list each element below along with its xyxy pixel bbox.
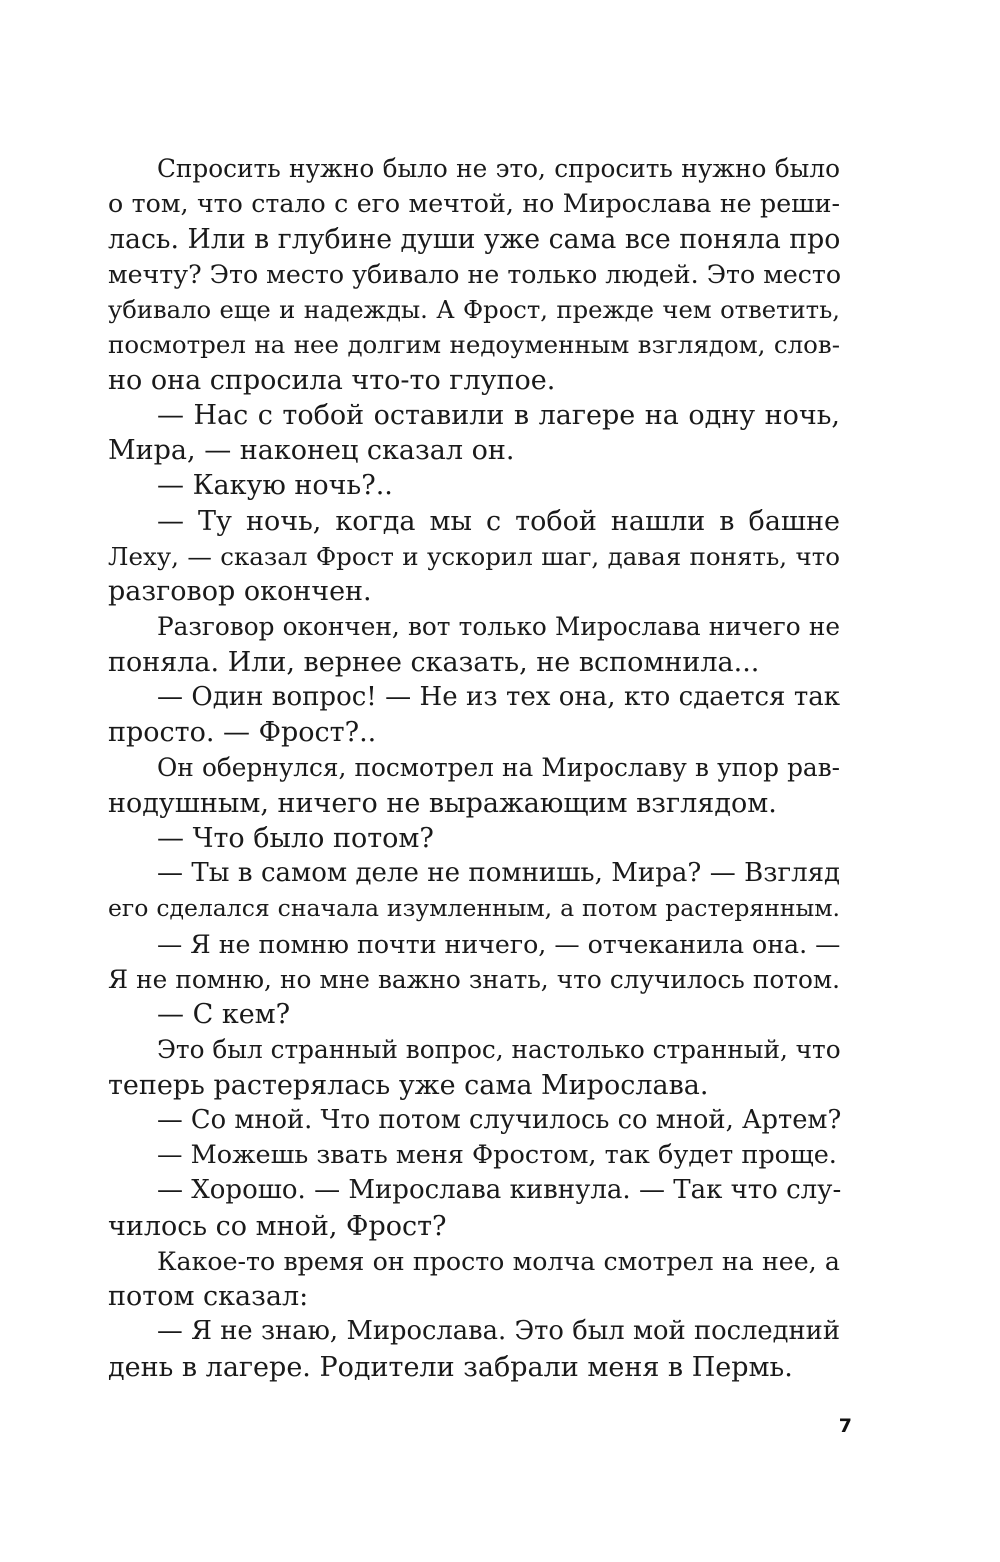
text-line: его сделался сначала изумленным, а потом растерянным. xyxy=(108,894,840,923)
text-line: Мира, — наконец сказал он. xyxy=(108,435,515,466)
text-line: — Какую ночь?.. xyxy=(157,470,393,502)
text-line: Какое-то время он просто молча смотрел на нее, а xyxy=(157,1246,840,1276)
body-text xyxy=(108,151,840,1385)
text-line: теперь растерялась уже сама Мирослава. xyxy=(108,1069,709,1101)
text-line: Я не помню, но мне важно знать, что случилось потом. xyxy=(108,964,840,994)
text-line: Он обернулся, посмотрел на Мирославу в упор рав- xyxy=(157,753,840,783)
text-line: — Один вопрос! — Не из тех она, кто сдается так xyxy=(157,681,840,712)
text-line: — С кем? xyxy=(157,999,291,1030)
page-number: 7 xyxy=(838,1415,852,1437)
text-line: — Ту ночь, когда мы с тобой нашли в башне xyxy=(157,505,840,537)
text-line: посмотрел на нее долгим недоуменным взглядом, слов- xyxy=(108,330,840,360)
text-line: — Ты в самом деле не помнишь, Мира? — Взгляд xyxy=(157,858,840,888)
text-line: — Со мной. Что потом случилось со мной, Артем? xyxy=(157,1104,842,1135)
text-line: — Что было потом? xyxy=(157,822,434,854)
text-line: — Нас с тобой оставили в лагере на одну ночь, xyxy=(157,399,840,431)
text-line: Разговор окончен, вот только Мирослава ничего не xyxy=(157,612,840,642)
text-line: нодушным, ничего не выражающим взглядом. xyxy=(108,787,777,819)
text-line: убивало еще и надежды. А Фрост, прежде чем ответить, xyxy=(108,295,840,324)
text-line: но она спросила что-то глупое. xyxy=(108,364,556,396)
text-line: потом сказал: xyxy=(108,1281,309,1312)
text-line: Леху, — сказал Фрост и ускорил шаг, давая понять, что xyxy=(108,541,840,571)
text-line: Спросить нужно было не это, спросить нужно было xyxy=(157,154,840,183)
text-line: день в лагере. Родители забрали меня в Пермь. xyxy=(108,1351,793,1383)
text-line: мечту? Это место убивало не только людей. Это место xyxy=(108,259,842,289)
text-line: — Хорошо. — Мирослава кивнула. — Так что слу- xyxy=(157,1175,842,1206)
text-line: — Я не знаю, Мирослава. Это был мой последний xyxy=(157,1316,840,1347)
text-line: лась. Или в глубине души уже сама все поняла про xyxy=(108,223,841,255)
text-line: Это был странный вопрос, настолько странный, что xyxy=(157,1035,841,1065)
text-line: поняла. Или, вернее сказать, не вспомнила... xyxy=(108,646,760,678)
text-line: о том, что стало с его мечтой, но Мирослава не реши- xyxy=(108,189,840,219)
text-line: — Можешь звать меня Фростом, так будет проще. xyxy=(157,1140,837,1170)
text-line: разговор окончен. xyxy=(108,576,372,607)
text-line: просто. — Фрост?.. xyxy=(108,717,377,748)
text-line: чилось со мной, Фрост? xyxy=(108,1210,447,1242)
text-line: — Я не помню почти ничего, — отчеканила она. — xyxy=(157,929,841,959)
